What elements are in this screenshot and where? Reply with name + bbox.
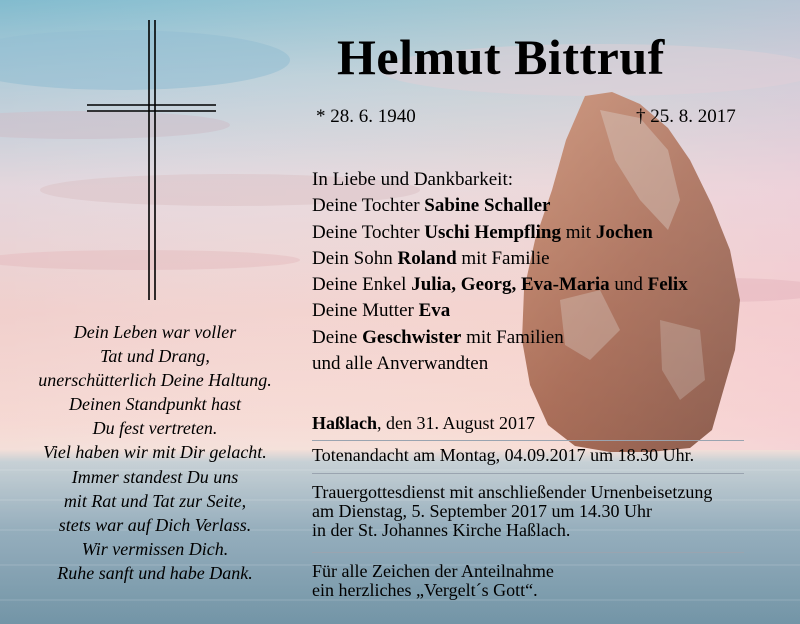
- divider: [312, 473, 744, 474]
- poem-line: Tat und Drang,: [100, 346, 210, 367]
- mourner-line: [312, 246, 688, 272]
- mourner-name: Felix: [647, 274, 688, 296]
- poem-line: Ruhe sanft und habe Dank.: [57, 562, 253, 583]
- service-line: am Dienstag, 5. September 2017 um 14.30 Uhr: [312, 501, 652, 521]
- mourner-text: Deine Mutter: [312, 300, 419, 322]
- poem-line: Immer standest Du uns: [71, 466, 239, 487]
- mourner-name: Jochen: [595, 221, 653, 243]
- poem-line: mit Rat und Tat zur Seite,: [63, 490, 247, 511]
- andacht-notice: Totenandacht am Montag, 04.09.2017 um 18.30 Uhr.: [312, 445, 695, 465]
- mourner-name: Sabine Schaller: [424, 195, 551, 217]
- mourner-text: Deine Tochter: [312, 195, 425, 217]
- service-line: Trauergottesdienst mit anschließender Urnenbeisetzung: [312, 482, 713, 502]
- mourner-line: [312, 325, 688, 351]
- thanks-line: Für alle Zeichen der Anteilnahme: [312, 561, 554, 581]
- poem-line: Deinen Standpunkt hast: [69, 394, 241, 415]
- mourner-line: [312, 193, 688, 219]
- mourner-name: Geschwister: [362, 326, 462, 348]
- poem-line: Wir vermissen Dich.: [81, 538, 229, 559]
- mourner-text: und alle Anverwandten: [312, 353, 489, 375]
- place-date: [312, 414, 535, 433]
- mourner-text: Deine: [312, 326, 363, 348]
- mourner-line: [312, 167, 688, 193]
- poem-line: Dein Leben war voller: [73, 322, 237, 342]
- birth-date: * 28. 6. 1940: [316, 106, 416, 127]
- mourner-line: [312, 272, 688, 298]
- place-town: Haßlach: [312, 413, 378, 433]
- mourner-text: In Liebe und Dankbarkeit:: [312, 169, 514, 190]
- mourner-text: Deine Tochter: [312, 221, 425, 243]
- mourner-text: mit Familie: [456, 247, 550, 269]
- mourners-list: [312, 167, 688, 377]
- divider: [312, 552, 744, 553]
- mourner-name: Uschi Hempfling: [424, 221, 561, 243]
- mourner-text: und: [609, 274, 648, 296]
- mourner-text: mit: [560, 221, 596, 243]
- divider: [312, 440, 744, 441]
- mourner-name: Julia, Georg, Eva-Maria: [411, 274, 610, 296]
- poem: [17, 320, 293, 585]
- poem-line: Du fest vertreten.: [92, 418, 218, 439]
- mourner-name: Roland: [397, 247, 457, 269]
- poem-line: Viel haben wir mit Dir gelacht.: [43, 442, 267, 463]
- service-line: in der St. Johannes Kirche Haßlach.: [312, 520, 571, 540]
- thanks-line: ein herzliches „Vergelt´s Gott“.: [312, 580, 538, 600]
- death-date: † 25. 8. 2017: [636, 106, 736, 127]
- mourner-line: [312, 220, 688, 246]
- place-date-text: , den 31. August 2017: [377, 413, 536, 433]
- poem-line: unerschütterlich Deine Haltung.: [38, 370, 272, 391]
- service-notice: [312, 483, 712, 540]
- poem-line: stets war auf Dich Verlass.: [58, 514, 252, 535]
- mourner-text: Dein Sohn: [312, 247, 398, 269]
- deceased-name: Helmut Bittruf: [337, 29, 665, 85]
- thanks-notice: [312, 562, 554, 600]
- mourner-line: [312, 351, 688, 377]
- mourner-name: Eva: [418, 300, 451, 322]
- mourner-line: [312, 298, 688, 324]
- mourner-text: Deine Enkel: [312, 274, 412, 296]
- mourner-text: mit Familien: [461, 326, 564, 348]
